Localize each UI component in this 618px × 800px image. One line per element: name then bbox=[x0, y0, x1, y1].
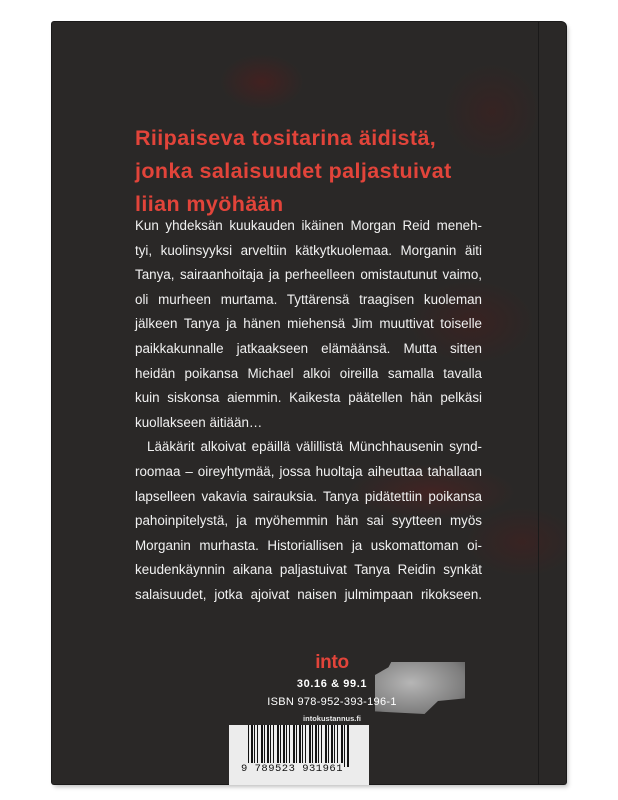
blurb-line: Lääkärit alkoivat epäillä välillistä Münchhausenin synd- bbox=[147, 439, 482, 455]
blurb-line: salaisuudet, jotka ajoivat naisen julmimpaan rikokseen. bbox=[135, 586, 482, 602]
blurb-line: heidän poikansa Michael alkoi oireilla samalla tavalla bbox=[135, 365, 482, 381]
publisher-block bbox=[232, 652, 432, 725]
headline-line: Riipaiseva tositarina äidistä, bbox=[135, 126, 437, 150]
blurb-line: pahoinpitelystä, ja myöhemmin hän sai syytteen myös bbox=[135, 513, 482, 529]
blurb-line: keudenkäynnin aikana paljastuivat Tanya Reidin synkät bbox=[135, 562, 482, 578]
headline-line: liian myöhään bbox=[135, 192, 284, 216]
barcode-digits: 9 789523 931961 bbox=[241, 763, 344, 775]
barcode-bars-icon bbox=[248, 725, 350, 767]
barcode bbox=[229, 725, 369, 785]
blurb-line: tyi, kuolinsyyksi arveltiin kätkytkuolemaa. Morganin äiti bbox=[135, 242, 482, 258]
blurb-line: Morganin murhasta. Historiallisen ja uskomattoman oi- bbox=[135, 537, 482, 553]
blurb-text bbox=[135, 214, 482, 608]
blurb-line: lapselleen vakavia sairauksia. Tanya pidätettiin poikansa bbox=[135, 488, 482, 504]
blurb-line: kuin siskonsa aiemmin. Kaikesta päätellen hän pelkäsi bbox=[135, 390, 482, 406]
blurb-line: paikkakunnalle jatkaakseen elämäänsä. Mutta sitten bbox=[135, 340, 482, 356]
blurb-line: Kun yhdeksän kuukauden ikäinen Morgan Reid meneh- bbox=[135, 218, 482, 233]
publisher-url: intokustannus.fi bbox=[303, 714, 361, 723]
blurb-line: Tanya, sairaanhoitaja ja perheelleen omistautunut vaimo, bbox=[135, 267, 482, 283]
publisher-logo: into bbox=[315, 652, 349, 673]
isbn: ISBN 978-952-393-196-1 bbox=[267, 696, 397, 708]
headline-line: jonka salaisuudet paljastuivat bbox=[135, 159, 452, 183]
headline bbox=[135, 122, 555, 221]
blurb-line: jälkeen Tanya ja hänen miehensä Jim muuttivat toiselle bbox=[135, 316, 482, 332]
blurb-line: kuollakseen äitiään… bbox=[135, 414, 263, 430]
classification-code: 30.16 & 99.1 bbox=[296, 678, 368, 690]
blurb-line: oli murheen murtama. Tyttärensä traagisen kuoleman bbox=[135, 291, 482, 307]
blurb-line: roomaa – oireyhtymää, jossa huoltaja aiheuttaa tahallaan bbox=[135, 463, 482, 479]
book-back-cover bbox=[52, 22, 566, 784]
